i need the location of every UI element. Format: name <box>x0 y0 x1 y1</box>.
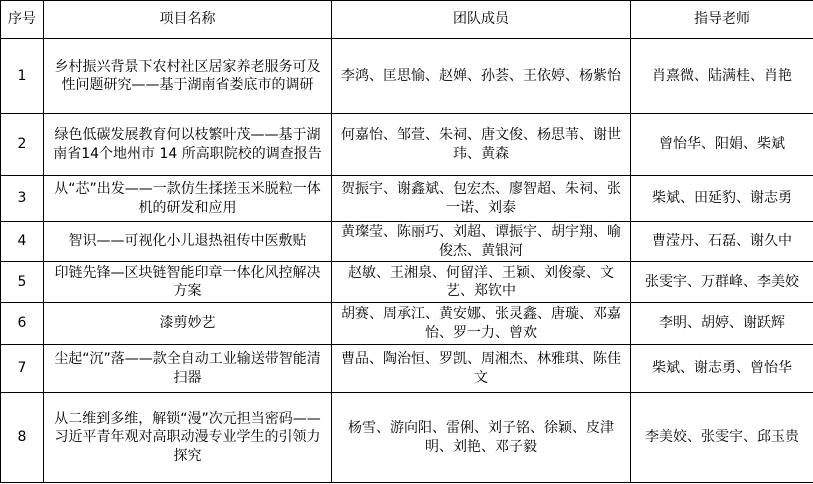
column-header-no: 序号 <box>1 1 44 39</box>
table-cell-members: 赵敏、王湘泉、何留洋、王颖、刘俊豪、文艺、郑钦中 <box>332 262 631 303</box>
table-cell-project: 智识——可视化小儿退热祖传中医敷贴 <box>44 222 332 262</box>
table-row <box>1 303 813 345</box>
table-row <box>1 39 813 114</box>
column-header-project: 项目名称 <box>44 1 332 39</box>
table-row <box>1 222 813 262</box>
table-cell-advisors: 柴斌、田延豹、谢志勇 <box>631 176 813 222</box>
table-cell-no: 4 <box>1 222 44 262</box>
table-body <box>1 39 813 483</box>
header-row <box>1 1 813 39</box>
table-cell-advisors: 曾怡华、阳娟、柴斌 <box>631 114 813 176</box>
table-cell-project: 尘起“沉”落——款全自动工业输送带智能清扫器 <box>44 345 332 393</box>
table-cell-members: 杨雪、游向阳、雷俐、刘子铭、徐颖、皮津明、刘艳、邓子毅 <box>332 393 631 483</box>
table-cell-members: 胡赛、周承江、黄安娜、张灵鑫、唐璇、邓嘉怡、罗一力、曾欢 <box>332 303 631 345</box>
table-row <box>1 176 813 222</box>
column-header-advisors: 指导老师 <box>631 1 813 39</box>
table-cell-no: 2 <box>1 114 44 176</box>
table-cell-project: 从“芯”出发——一款仿生揉搓玉米脱粒一体机的研发和应用 <box>44 176 332 222</box>
table-row <box>1 262 813 303</box>
table-cell-no: 7 <box>1 345 44 393</box>
table-cell-advisors: 李美姣、张雯宇、邱玉贵 <box>631 393 813 483</box>
table-cell-no: 8 <box>1 393 44 483</box>
table-cell-project: 绿色低碳发展教育何以枝繁叶茂——基于湖南省14个地州市 14 所高职院校的调查报告 <box>44 114 332 176</box>
table-cell-members: 李鸿、匡思愉、赵婵、孙荟、王依婷、杨紫怡 <box>332 39 631 114</box>
table-cell-advisors: 曹滢丹、石磊、谢久中 <box>631 222 813 262</box>
table-cell-no: 3 <box>1 176 44 222</box>
table-row <box>1 345 813 393</box>
table-cell-members: 曹品、陶治恒、罗凯、周湘杰、林雅琪、陈佳文 <box>332 345 631 393</box>
table-row <box>1 114 813 176</box>
table-cell-no: 5 <box>1 262 44 303</box>
table-cell-members: 黄璨莹、陈丽巧、刘超、谭振宇、胡宇翔、喻俊杰、黄银河 <box>332 222 631 262</box>
table-cell-members: 贺振宇、谢鑫斌、包宏杰、廖智超、朱祠、张一诺、刘泰 <box>332 176 631 222</box>
table-cell-project: 乡村振兴背景下农村社区居家养老服务可及性问题研究——基于湖南省娄底市的调研 <box>44 39 332 114</box>
table-cell-no: 6 <box>1 303 44 345</box>
table-cell-project: 从二维到多维，解锁“漫”次元担当密码——习近平青年观对高职动漫专业学生的引领力探究 <box>44 393 332 483</box>
table-cell-advisors: 张雯宇、万群峰、李美姣 <box>631 262 813 303</box>
table-cell-members: 何嘉怡、邹萱、朱祠、唐文俊、杨思苇、谢世玮、黄森 <box>332 114 631 176</box>
column-header-members: 团队成员 <box>332 1 631 39</box>
table-cell-advisors: 柴斌、谢志勇、曾怡华 <box>631 345 813 393</box>
table-cell-advisors: 肖熹微、陆满桂、肖艳 <box>631 39 813 114</box>
table-cell-no: 1 <box>1 39 44 114</box>
table-row <box>1 393 813 483</box>
table-cell-project: 漆剪妙艺 <box>44 303 332 345</box>
table-cell-project: 印链先锋—区块链智能印章一体化风控解决方案 <box>44 262 332 303</box>
table-cell-advisors: 李明、胡婷、谢跃辉 <box>631 303 813 345</box>
